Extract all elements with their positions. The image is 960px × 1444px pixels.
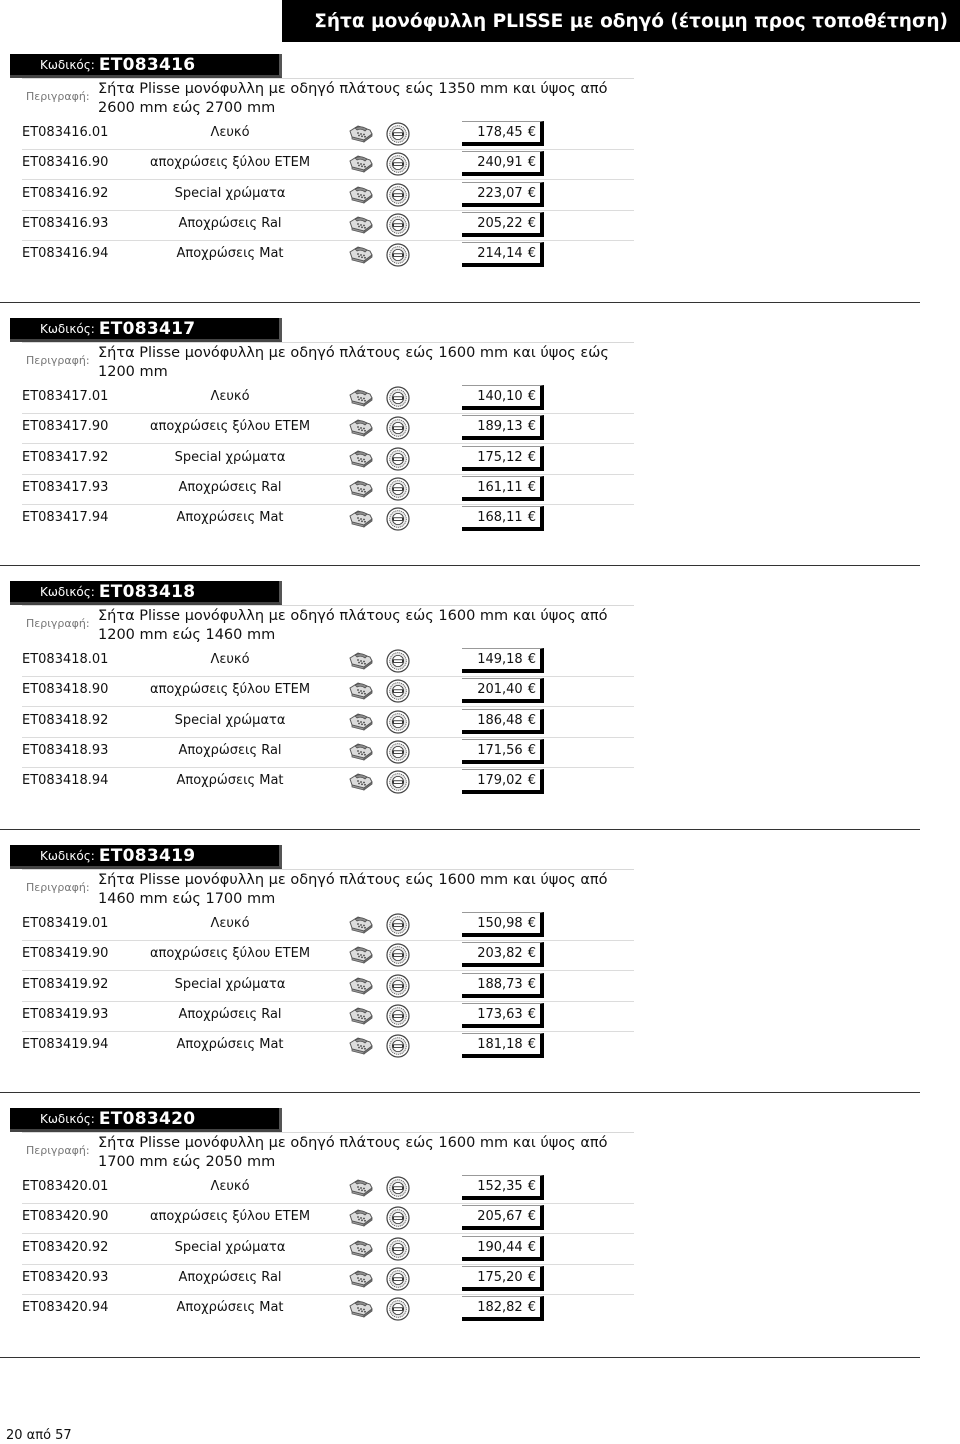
item-code: ET083419.01 [22, 916, 109, 931]
currency-symbol: € [527, 1299, 536, 1315]
item-row [22, 647, 634, 677]
item-color: Λευκό [210, 1179, 250, 1194]
phone-icon [348, 1036, 374, 1056]
product-code-bar [10, 581, 282, 605]
phone-icon [348, 651, 374, 671]
price-box [462, 1236, 544, 1261]
product-block [0, 302, 960, 566]
item-price: 182,82 [477, 1299, 523, 1315]
price-box [462, 182, 544, 207]
code-label: Κωδικός: [40, 848, 95, 863]
currency-symbol: € [527, 651, 536, 667]
currency-symbol: € [527, 772, 536, 788]
item-price: 175,12 [477, 449, 523, 465]
item-color: Λευκό [210, 652, 250, 667]
product-description: Σήτα Plisse μονόφυλλη με οδηγό πλάτους εώς 1350 mm και ύψος από 2600 mm εώς 2700 mm [98, 81, 608, 116]
item-row [22, 384, 634, 414]
item-price: 175,20 [477, 1269, 523, 1285]
block-divider [0, 1092, 920, 1093]
phone-icon [348, 1299, 374, 1319]
phone-icon [348, 681, 374, 701]
price-box [462, 709, 544, 734]
item-code: ET083419.90 [22, 946, 109, 961]
product-description: Σήτα Plisse μονόφυλλη με οδηγό πλάτους εώς 1600 mm και ύψος από 1700 mm εώς 2050 mm [98, 1135, 608, 1170]
item-color: αποχρώσεις ξύλου ETEM [149, 155, 311, 170]
product-code: ET083420 [98, 1108, 196, 1129]
phone-icon [348, 388, 374, 408]
quality-seal-icon [386, 1297, 410, 1321]
item-color: Special χρώματα [174, 1240, 286, 1255]
item-code: ET083416.90 [22, 155, 109, 170]
price-box [462, 1175, 544, 1200]
product-description: Σήτα Plisse μονόφυλλη με οδηγό πλάτους εώς 1600 mm και ύψος από 1460 mm εώς 1700 mm [98, 872, 608, 907]
block-divider [0, 302, 920, 303]
item-price: 223,07 [477, 185, 523, 201]
item-color: Λευκό [210, 916, 250, 931]
description-label: Περιγραφή: [26, 1144, 90, 1157]
item-price: 168,11 [477, 509, 523, 525]
phone-icon [348, 1239, 374, 1259]
item-code: ET083420.92 [22, 1240, 109, 1255]
item-code: ET083417.92 [22, 450, 109, 465]
quality-seal-icon [386, 477, 410, 501]
item-code: ET083418.92 [22, 713, 109, 728]
product-code: ET083417 [98, 318, 196, 339]
item-row [22, 445, 634, 475]
item-price: 179,02 [477, 772, 523, 788]
code-label: Κωδικός: [40, 57, 95, 72]
item-price: 181,18 [477, 1036, 523, 1052]
item-code: ET083419.94 [22, 1037, 109, 1052]
product-code-bar [10, 54, 282, 78]
item-color: αποχρώσεις ξύλου ETEM [149, 682, 311, 697]
phone-icon [348, 1208, 374, 1228]
item-code: ET083417.93 [22, 480, 109, 495]
item-price: 203,82 [477, 945, 523, 961]
quality-seal-icon [386, 386, 410, 410]
phone-icon [348, 449, 374, 469]
quality-seal-icon [386, 974, 410, 998]
item-price: 150,98 [477, 915, 523, 931]
price-box [462, 415, 544, 440]
quality-seal-icon [386, 122, 410, 146]
description-row [22, 869, 634, 907]
item-price: 149,18 [477, 651, 523, 667]
currency-symbol: € [527, 388, 536, 404]
currency-symbol: € [527, 1036, 536, 1052]
item-price: 171,56 [477, 742, 523, 758]
quality-seal-icon [386, 183, 410, 207]
item-row [22, 1002, 634, 1032]
currency-symbol: € [527, 1269, 536, 1285]
quality-seal-icon [386, 1206, 410, 1230]
item-price: 188,73 [477, 976, 523, 992]
phone-icon [348, 479, 374, 499]
currency-symbol: € [527, 1006, 536, 1022]
item-color: Special χρώματα [174, 186, 286, 201]
item-price: 190,44 [477, 1239, 523, 1255]
currency-symbol: € [527, 915, 536, 931]
item-code: ET083417.90 [22, 419, 109, 434]
item-row [22, 941, 634, 971]
description-row [22, 342, 634, 380]
item-color: Special χρώματα [174, 450, 286, 465]
price-box [462, 506, 544, 531]
price-box [462, 212, 544, 237]
item-row [22, 1265, 634, 1295]
quality-seal-icon [386, 943, 410, 967]
phone-icon [348, 1006, 374, 1026]
quality-seal-icon [386, 416, 410, 440]
item-code: ET083418.94 [22, 773, 109, 788]
description-row [22, 605, 634, 643]
price-box [462, 1003, 544, 1028]
item-price: 178,45 [477, 124, 523, 140]
item-color: Special χρώματα [174, 977, 286, 992]
item-row [22, 708, 634, 738]
price-box [462, 151, 544, 176]
product-block [0, 1092, 960, 1356]
bottom-divider [0, 1357, 920, 1358]
item-code: ET083417.01 [22, 389, 109, 404]
item-row [22, 768, 634, 798]
item-code: ET083420.94 [22, 1300, 109, 1315]
price-box [462, 1033, 544, 1058]
quality-seal-icon [386, 710, 410, 734]
phone-icon [348, 945, 374, 965]
item-row [22, 1174, 634, 1204]
item-price: 201,40 [477, 681, 523, 697]
item-price: 205,67 [477, 1208, 523, 1224]
description-label: Περιγραφή: [26, 90, 90, 103]
item-price: 161,11 [477, 479, 523, 495]
item-row [22, 211, 634, 241]
item-price: 240,91 [477, 154, 523, 170]
phone-icon [348, 124, 374, 144]
quality-seal-icon [386, 913, 410, 937]
item-row [22, 414, 634, 444]
item-row [22, 120, 634, 150]
description-row [22, 1132, 634, 1170]
item-color: Λευκό [210, 125, 250, 140]
item-row [22, 738, 634, 768]
item-row [22, 505, 634, 535]
quality-seal-icon [386, 447, 410, 471]
product-code: ET083416 [98, 54, 196, 75]
item-row [22, 1295, 634, 1325]
description-row [22, 78, 634, 116]
item-code: ET083416.93 [22, 216, 109, 231]
price-box [462, 1266, 544, 1291]
price-box [462, 648, 544, 673]
currency-symbol: € [527, 712, 536, 728]
phone-icon [348, 772, 374, 792]
product-code-bar [10, 1108, 282, 1132]
item-row [22, 677, 634, 707]
item-code: ET083419.92 [22, 977, 109, 992]
item-price: 205,22 [477, 215, 523, 231]
price-box [462, 242, 544, 267]
product-code: ET083418 [98, 581, 196, 602]
item-row [22, 1235, 634, 1265]
item-price: 152,35 [477, 1178, 523, 1194]
item-row [22, 1204, 634, 1234]
quality-seal-icon [386, 740, 410, 764]
phone-icon [348, 915, 374, 935]
item-color: Λευκό [210, 389, 250, 404]
item-code: ET083418.01 [22, 652, 109, 667]
product-code-bar [10, 845, 282, 869]
quality-seal-icon [386, 649, 410, 673]
item-code: ET083418.93 [22, 743, 109, 758]
item-price: 140,10 [477, 388, 523, 404]
phone-icon [348, 976, 374, 996]
item-code: ET083420.90 [22, 1209, 109, 1224]
currency-symbol: € [527, 945, 536, 961]
item-code: ET083419.93 [22, 1007, 109, 1022]
currency-symbol: € [527, 418, 536, 434]
item-row [22, 972, 634, 1002]
item-price: 173,63 [477, 1006, 523, 1022]
description-label: Περιγραφή: [26, 354, 90, 367]
item-row [22, 475, 634, 505]
currency-symbol: € [527, 509, 536, 525]
phone-icon [348, 712, 374, 732]
item-row [22, 1032, 634, 1062]
currency-symbol: € [527, 742, 536, 758]
block-divider [0, 565, 920, 566]
code-label: Κωδικός: [40, 321, 95, 336]
quality-seal-icon [386, 1176, 410, 1200]
currency-symbol: € [527, 1208, 536, 1224]
item-color: Special χρώματα [174, 713, 286, 728]
quality-seal-icon [386, 507, 410, 531]
item-color: Αποχρώσεις Ral [178, 216, 282, 231]
item-color: Αποχρώσεις Mat [176, 246, 284, 261]
code-label: Κωδικός: [40, 1111, 95, 1126]
item-color: Αποχρώσεις Mat [176, 1037, 284, 1052]
product-block [0, 565, 960, 829]
phone-icon [348, 742, 374, 762]
item-color: Αποχρώσεις Mat [176, 510, 284, 525]
item-color: Αποχρώσεις Ral [178, 480, 282, 495]
code-label: Κωδικός: [40, 584, 95, 599]
price-box [462, 739, 544, 764]
item-color: αποχρώσεις ξύλου ETEM [149, 946, 311, 961]
phone-icon [348, 509, 374, 529]
item-code: ET083417.94 [22, 510, 109, 525]
item-code: ET083418.90 [22, 682, 109, 697]
quality-seal-icon [386, 1034, 410, 1058]
item-code: ET083416.92 [22, 186, 109, 201]
phone-icon [348, 185, 374, 205]
phone-icon [348, 154, 374, 174]
currency-symbol: € [527, 479, 536, 495]
price-box [462, 942, 544, 967]
item-code: ET083416.94 [22, 246, 109, 261]
item-row [22, 181, 634, 211]
currency-symbol: € [527, 976, 536, 992]
product-code: ET083419 [98, 845, 196, 866]
currency-symbol: € [527, 1239, 536, 1255]
currency-symbol: € [527, 449, 536, 465]
currency-symbol: € [527, 185, 536, 201]
price-box [462, 769, 544, 794]
price-box [462, 121, 544, 146]
item-color: Αποχρώσεις Ral [178, 743, 282, 758]
quality-seal-icon [386, 1237, 410, 1261]
price-box [462, 446, 544, 471]
item-code: ET083416.01 [22, 125, 109, 140]
product-description: Σήτα Plisse μονόφυλλη με οδηγό πλάτους εώς 1600 mm και ύψος εώς 1200 mm [98, 345, 609, 380]
item-code: ET083420.01 [22, 1179, 109, 1194]
quality-seal-icon [386, 243, 410, 267]
quality-seal-icon [386, 152, 410, 176]
price-box [462, 912, 544, 937]
quality-seal-icon [386, 679, 410, 703]
product-code-bar [10, 318, 282, 342]
currency-symbol: € [527, 124, 536, 140]
price-box [462, 1296, 544, 1321]
item-row [22, 241, 634, 271]
item-color: αποχρώσεις ξύλου ETEM [149, 419, 311, 434]
currency-symbol: € [527, 245, 536, 261]
item-code: ET083420.93 [22, 1270, 109, 1285]
phone-icon [348, 1269, 374, 1289]
quality-seal-icon [386, 1267, 410, 1291]
price-box [462, 385, 544, 410]
item-color: Αποχρώσεις Mat [176, 773, 284, 788]
phone-icon [348, 215, 374, 235]
item-color: Αποχρώσεις Ral [178, 1007, 282, 1022]
product-description: Σήτα Plisse μονόφυλλη με οδηγό πλάτους εώς 1600 mm και ύψος από 1200 mm εώς 1460 mm [98, 608, 608, 643]
item-color: αποχρώσεις ξύλου ETEM [149, 1209, 311, 1224]
item-price: 214,14 [477, 245, 523, 261]
currency-symbol: € [527, 681, 536, 697]
description-label: Περιγραφή: [26, 881, 90, 894]
currency-symbol: € [527, 1178, 536, 1194]
phone-icon [348, 245, 374, 265]
item-price: 186,48 [477, 712, 523, 728]
block-divider [0, 829, 920, 830]
item-price: 189,13 [477, 418, 523, 434]
page-number: 20 από 57 [6, 1428, 72, 1443]
item-color: Αποχρώσεις Mat [176, 1300, 284, 1315]
currency-symbol: € [527, 215, 536, 231]
phone-icon [348, 418, 374, 438]
currency-symbol: € [527, 154, 536, 170]
item-row [22, 150, 634, 180]
price-box [462, 1205, 544, 1230]
page-title: Σήτα μονόφυλλη PLISSE με οδηγό (έτοιμη προς τοποθέτηση) [282, 0, 960, 42]
description-label: Περιγραφή: [26, 617, 90, 630]
product-block [0, 829, 960, 1093]
quality-seal-icon [386, 770, 410, 794]
price-box [462, 678, 544, 703]
phone-icon [348, 1178, 374, 1198]
price-box [462, 476, 544, 501]
item-row [22, 911, 634, 941]
quality-seal-icon [386, 1004, 410, 1028]
quality-seal-icon [386, 213, 410, 237]
product-block [0, 38, 960, 302]
item-color: Αποχρώσεις Ral [178, 1270, 282, 1285]
price-box [462, 973, 544, 998]
